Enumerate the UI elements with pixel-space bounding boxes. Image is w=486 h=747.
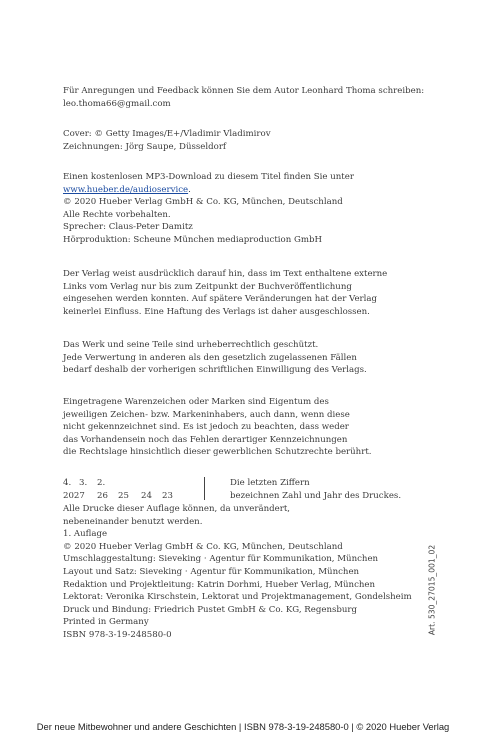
print-numbers — [63, 477, 203, 502]
trademark-notice — [63, 396, 372, 459]
notice-line: Jede Verwertung in anderen als den gesetzlich zugelassenen Fällen — [63, 352, 357, 363]
cover-design-credit: Umschlaggestaltung: Sieveking · Agentur für Kommunikation, München — [63, 554, 379, 565]
print-number: 2. — [97, 478, 106, 488]
notice-line: keinerlei Einfluss. Eine Haftung des Verlags ist daher ausgeschlossen. — [63, 306, 370, 317]
print-number: 3. — [79, 478, 88, 488]
feedback-block — [63, 85, 424, 110]
editorial-credit: Redaktion und Projektleitung: Katrin Dorhmi, Hueber Verlag, München — [63, 579, 376, 590]
page-footer: Der neue Mitbewohner und andere Geschichten | ISBN 978-3-19-248580-0 | © 2020 Hueber Verlag — [36, 721, 450, 732]
separator-line — [204, 477, 205, 500]
printing-credit: Druck und Bindung: Friedrich Pustet GmbH & Co. KG, Regensburg — [63, 604, 358, 615]
edition: 1. Auflage — [63, 529, 108, 540]
audio-copyright: © 2020 Hueber Verlag GmbH & Co. KG, München, Deutschland — [63, 197, 343, 208]
notice-line: eingesehen werden konnten. Auf spätere Veränderungen hat der Verlag — [63, 294, 378, 305]
illustration-credit: Zeichnungen: Jörg Saupe, Düsseldorf — [63, 141, 227, 152]
print-number-caption — [230, 477, 401, 502]
cover-credit: Cover: © Getty Images/E+/Vladimir Vladimirov — [63, 129, 271, 139]
publisher-copyright: © 2020 Hueber Verlag GmbH & Co. KG, München, Deutschland — [63, 541, 343, 552]
author-email: leo.thoma66@gmail.com — [63, 98, 171, 109]
proofreading-credit: Lektorat: Veronika Kirschstein, Lektorat und Projektmanagement, Gondelsheim — [63, 592, 412, 603]
rights-reserved: Alle Rechte vorbehalten. — [63, 209, 171, 220]
copyright-notice — [63, 339, 367, 377]
print-year: 25 — [118, 490, 129, 501]
print-year: 26 — [97, 490, 108, 501]
imprint-line: nebeneinander benutzt werden. — [63, 516, 203, 527]
audio-link-suffix: . — [188, 184, 191, 195]
notice-line: Links vom Verlag nur bis zum Zeitpunkt der Buchveröffentlichung — [63, 281, 352, 292]
notice-line: Eingetragene Warenzeichen oder Marken sind Eigentum des — [63, 397, 329, 407]
links-notice — [63, 268, 387, 318]
caption-line: bezeichnen Zahl und Jahr des Druckes. — [230, 490, 402, 501]
article-code: Art. 530_27015_001_02 — [427, 544, 437, 636]
credits-block — [63, 128, 271, 153]
printed-in: Printed in Germany — [63, 617, 149, 628]
imprint-line: Alle Drucke dieser Auflage können, da unverändert, — [63, 504, 291, 514]
print-number: 4. — [63, 478, 72, 488]
feedback-line: Für Anregungen und Feedback können Sie dem Autor Leonhard Thoma schreiben: — [63, 86, 425, 96]
caption-line: Die letzten Ziffern — [230, 478, 310, 488]
print-year: 2027 — [63, 490, 85, 501]
notice-line: jeweiligen Zeichen- bzw. Markeninhabers, auch dann, wenn diese — [63, 409, 350, 420]
audioservice-link[interactable]: www.hueber.de/audioservice — [63, 184, 189, 195]
layout-credit: Layout und Satz: Sieveking · Agentur für Kommunikation, München — [63, 566, 360, 577]
audio-intro: Einen kostenlosen MP3-Download zu diesem Titel finden Sie unter — [63, 172, 354, 182]
notice-line: die Rechtslage hinsichtlich dieser gewerblichen Schutzrechte berührt. — [63, 447, 372, 458]
isbn: ISBN 978-3-19-248580-0 — [63, 629, 172, 640]
notice-line: bedarf deshalb der vorherigen schriftlichen Einwilligung des Verlags. — [63, 365, 367, 376]
speaker-credit: Sprecher: Claus-Peter Damitz — [63, 222, 193, 233]
audio-link-line — [63, 184, 354, 197]
notice-line: nicht gekennzeichnet sind. Es ist jedoch zu beachten, dass weder — [63, 422, 349, 433]
notice-line: Der Verlag weist ausdrücklich darauf hin, dass im Text enthaltene externe — [63, 269, 388, 279]
print-year: 23 — [162, 490, 173, 501]
print-year: 24 — [141, 490, 152, 501]
audio-block — [63, 171, 354, 247]
imprint-block — [63, 503, 412, 642]
audio-production-credit: Hörproduktion: Scheune München mediaproduction GmbH — [63, 234, 323, 245]
notice-line: Das Werk und seine Teile sind urheberrechtlich geschützt. — [63, 340, 319, 350]
notice-line: das Vorhandensein noch das Fehlen derartiger Kennzeichnungen — [63, 434, 348, 445]
